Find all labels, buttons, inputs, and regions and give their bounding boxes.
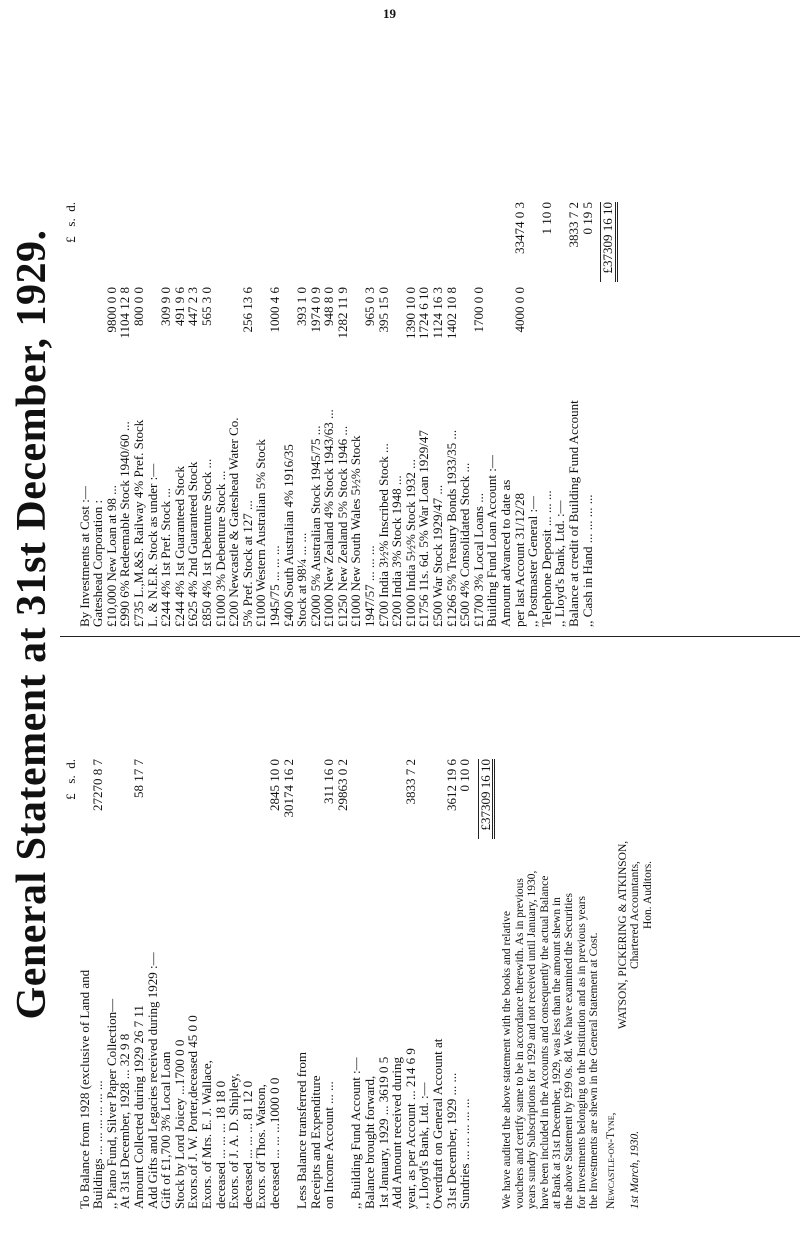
right-line (118, 27, 132, 627)
right-line (431, 27, 445, 627)
audit-title-row-2 (642, 649, 654, 1209)
right-line-text: £200 India 3% Stock 1948 ... (389, 475, 405, 627)
right-lines (78, 27, 595, 627)
auditor-title-1: Chartered Accountants, (629, 861, 642, 969)
left-line-text: Amount Collected during 1929 26 7 11 (130, 1005, 146, 1209)
right-heading: £ s. d. (63, 202, 78, 243)
left-line-text: Exors.of J. W. Porter,deceased 45 0 0 (185, 1015, 201, 1209)
right-line-text: 5% Pref. Stock at 127 ... (239, 500, 255, 627)
left-line-text: Receipts and Expenditure (307, 1075, 323, 1209)
right-line (526, 27, 540, 627)
left-line-text: Sundries ... ... ... ... ... (457, 1098, 473, 1209)
right-line-text: By Investments at Cost :— (76, 486, 92, 627)
right-line-text: £400 South Australian 4% 1916/35 (280, 444, 296, 627)
right-line (159, 27, 173, 627)
right-line-text: ,, Lloyd's Bank, Ltd. :— (552, 500, 568, 627)
left-heading: £ s. d. (63, 759, 78, 800)
right-heading-row (64, 27, 78, 627)
left-line-text: Overdraft on General Account at (430, 1038, 446, 1209)
left-line-text: Exors. of J. A. D. Shipley, (226, 1073, 242, 1209)
right-line (186, 27, 200, 627)
audit-name-row (617, 649, 629, 1209)
right-line-text: 1947/57 ... ... ... (362, 545, 378, 627)
right-line-text: £200 Newcastle & Gateshead Water Co. (226, 417, 242, 627)
right-line-text: L. & N.E.R. Stock as under :— (144, 463, 160, 627)
left-line-text: Add Gifts and Legacies received during 1929 :— (144, 952, 160, 1209)
right-line-text: £1250 New Zealand 5% Stock 1946 ... (334, 425, 350, 627)
right-line-text: £10,000 New Loan at 98 ... (103, 485, 119, 627)
left-line-text: To Balance from 1928 (exclusive of Land and (76, 969, 92, 1209)
right-line (499, 27, 513, 627)
right-line-outer-amount: 0 19 5 (579, 202, 595, 235)
right-line-inner-amount: 1390 10 0 (402, 287, 418, 339)
left-line-text: year, as per Account ... 214 6 9 (402, 1048, 418, 1209)
right-line-text: £850 4% 1st Debenture Stock ... (198, 458, 214, 627)
left-line-outer-amount: 311 16 0 (321, 759, 337, 805)
left-line-outer-amount: 29863 0 2 (334, 759, 350, 811)
right-line-inner-amount: 9800 0 0 (103, 287, 119, 333)
left-line-outer-amount: 27270 8 7 (90, 759, 106, 811)
right-line-inner-amount: 1700 0 0 (470, 287, 486, 333)
audit-text-line: the above Statement by £99 0s. 8d. We have examined the Securities (563, 893, 576, 1209)
right-line-inner-amount: 4000 0 0 (511, 287, 527, 333)
audit-signoff (605, 649, 655, 1209)
right-line-text: £735 L.,M.&S. Railway 4% Pref. Stock (130, 419, 146, 627)
right-line (581, 27, 595, 627)
right-line-inner-amount: 1402 10 8 (443, 287, 459, 339)
right-line-text: Building Fund Loan Account :— (484, 455, 500, 627)
audit-text-line: vouchers and certify same to be in accordance therewith. As in previous (513, 878, 526, 1209)
right-line (132, 27, 146, 627)
right-line (295, 27, 309, 627)
left-line-text: 1st January, 1929 ... 3619 0 5 (375, 1056, 391, 1209)
right-line-inner-amount: 800 0 0 (130, 287, 146, 326)
audit-text-line: at Bank at 31st December, 1929, was less than the amount shewn in (551, 897, 564, 1209)
right-line (349, 27, 363, 627)
left-line-outer-amount: 30174 16 2 (280, 759, 296, 818)
right-line-inner-amount: 1124 16 3 (430, 287, 446, 339)
left-line-text: 31st December, 1929 ... ... (443, 1072, 459, 1209)
left-line-outer-amount: 2845 10 0 (266, 759, 282, 811)
right-line (417, 27, 431, 627)
right-line (146, 27, 160, 627)
right-line (377, 27, 391, 627)
right-line (553, 27, 567, 627)
left-line-text: ,, Piano Fund, Silver Paper Collection— (103, 998, 119, 1209)
left-total: £37309 16 10 (478, 759, 496, 839)
right-line-inner-amount: 393 1 0 (294, 287, 310, 326)
right-line (254, 27, 268, 627)
audit-place: Newcastle-on-Tyne, (604, 1112, 617, 1209)
right-line (309, 27, 323, 627)
audit-statement (501, 649, 654, 1209)
audit-title-row (629, 649, 641, 1209)
left-line-text: deceased ... ... ... 81 12 0 (239, 1080, 255, 1209)
left-line-text: Balance brought forward, (362, 1075, 378, 1209)
right-line-text: £1000 India 5½% Stock 1932 ... (402, 459, 418, 627)
right-line-inner-amount: 1000 4 6 (266, 287, 282, 333)
left-line-text: Buildings ... ... ... ... ... ... (90, 1080, 106, 1209)
right-line (322, 27, 336, 627)
right-line-text: Stock at 98¼ ... ... (294, 532, 310, 627)
assets-column (64, 27, 614, 627)
right-line-text: £1756 11s. 6d. 5% War Loan 1929/47 (416, 430, 432, 627)
right-line-inner-amount: 948 8 0 (321, 287, 337, 326)
right-line-text: Telephone Deposit ... ... ... (538, 490, 554, 627)
right-line (78, 27, 92, 627)
audit-date: 1st March, 1930. (629, 1130, 642, 1209)
page-number: 19 (383, 6, 396, 21)
right-line (472, 27, 486, 627)
right-line (214, 27, 228, 627)
right-line (241, 27, 255, 627)
left-line-text: deceased ... ... ...1000 0 0 (266, 1077, 282, 1209)
left-line-text: deceased ... ... ... 18 18 0 (212, 1080, 228, 1209)
right-line (445, 27, 459, 627)
audit-text-line: for Investments belonging to the Institution and as in previous years (575, 896, 588, 1209)
right-line (513, 27, 527, 627)
left-line-text: Stock by Lord Joicey ...1700 0 0 (171, 1039, 187, 1209)
right-total: £37309 16 10 (600, 202, 618, 282)
right-line-inner-amount: 565 3 0 (198, 287, 214, 326)
right-line (105, 27, 119, 627)
audit-lines (501, 649, 600, 1209)
right-line-text: £625 4% 2nd Guaranteed Stock (185, 461, 201, 627)
left-line-text: Exors. of Thos. Watson, (253, 1084, 269, 1209)
right-line-inner-amount: 447 2 3 (185, 287, 201, 326)
right-line (268, 27, 282, 627)
right-line (363, 27, 377, 627)
left-line-outer-amount: 58 17 7 (130, 759, 146, 798)
right-line-text: £700 India 3½% Inscribed Stock ... (375, 443, 391, 627)
left-line-outer-amount: 3833 7 2 (402, 759, 418, 805)
right-line (282, 27, 296, 627)
right-line-inner-amount: 1724 6 10 (416, 287, 432, 339)
right-line-inner-amount: 491 9 6 (171, 287, 187, 326)
left-line-text: Less Balance transferred from (294, 1051, 310, 1209)
right-line-text: £1000 New Zealand 4% Stock 1943/63 ... (321, 409, 337, 627)
left-line-outer-amount: 0 10 0 (457, 759, 473, 792)
right-line-text: £1266 5% Treasury Bonds 1933/35 ... (443, 429, 459, 627)
right-line-inner-amount: 256 13 6 (239, 287, 255, 333)
right-line-text: £1000 Western Australian 5% Stock (253, 439, 269, 627)
right-line-inner-amount: 395 15 0 (375, 287, 391, 333)
right-line-inner-amount: 1104 12 8 (117, 287, 133, 339)
right-line-text: £500 War Stock 1929/47 ... (430, 484, 446, 627)
right-line-text: £1700 3% Local Loans ... (470, 493, 486, 627)
right-line (200, 27, 214, 627)
left-line-outer-amount: 3612 19 6 (443, 759, 459, 811)
right-line (91, 27, 105, 627)
right-line-text: £2000 5% Australian Stock 1945/75 ... (307, 425, 323, 627)
audit-text-line: years sundry Subscriptions for 1929 and not received until January, 1930, (526, 870, 539, 1209)
left-line-text: At 31st December, 1928 ... 32 9 8 (117, 1033, 133, 1209)
right-line (173, 27, 187, 627)
right-line-outer-amount: 1 10 0 (538, 202, 554, 235)
auditor-name: WATSON, PICKERING & ATKINSON, (617, 840, 630, 1029)
left-line-text: Add Amount received during (389, 1057, 405, 1209)
left-line-text: Exors. of Mrs. E. J. Wallace, (198, 1060, 214, 1209)
right-line (567, 27, 581, 627)
right-line (404, 27, 418, 627)
right-line (485, 27, 499, 627)
right-line-text: per last Account 31/12/28 (511, 493, 527, 627)
right-line (336, 27, 350, 627)
right-line-outer-amount: 3833 7 2 (565, 202, 581, 248)
right-line-text: Balance at credit of Building Fund Account (565, 400, 581, 627)
right-line-text: ,, Postmaster General :— (525, 495, 541, 627)
right-line-outer-amount: 33474 0 3 (511, 202, 527, 254)
right-line-text: £244 4% 1st Guaranteed Stock (171, 465, 187, 627)
right-line-text: £990 6% Redeemable Stock 1940/60 ... (117, 421, 133, 627)
right-line-text: £1000 New South Wales 5½% Stock (348, 435, 364, 627)
left-line-text: ,, Lloyd's Bank, Ltd. :— (416, 1082, 432, 1209)
right-line (227, 27, 241, 627)
audit-text-line: the Investments are shewn in the General Statement at Cost. (588, 932, 601, 1209)
auditor-title-2: Hon. Auditors. (641, 860, 654, 929)
right-line-text: £500 4% Consolidated Stock ... (457, 462, 473, 627)
right-line-text: Amount advanced to date as (498, 479, 513, 627)
right-total-row (600, 27, 614, 627)
right-line (390, 27, 404, 627)
right-line-inner-amount: 965 0 3 (362, 287, 378, 326)
left-line-text: Gift of £1,700 3% Local Loan (158, 1051, 174, 1209)
right-line-inner-amount: 1282 11 9 (334, 287, 350, 339)
statement-title: General Statement at 31st December, 1929. (9, 229, 55, 1020)
right-line (540, 27, 554, 627)
left-line-text: on Income Account ... ... (321, 1081, 337, 1209)
right-line (458, 27, 472, 627)
right-line-inner-amount: 309 9 0 (158, 287, 174, 326)
right-line-text: £1000 3% Debenture Stock ... (212, 470, 228, 627)
left-line-text: ,, Building Fund Account :— (348, 1057, 364, 1209)
right-line-text: 1945/75 ... ... ... (266, 545, 282, 627)
right-line-text: £244 4% 1st Pref. Stock ... (158, 487, 174, 627)
right-line-text: ,, Cash in Hand ... ... ... ... (579, 494, 595, 627)
right-line-inner-amount: 1974 0 9 (307, 287, 323, 333)
audit-text-line: We have audited the above statement with the books and relative (501, 911, 514, 1209)
right-line-text: Gateshead Corporation : (90, 499, 106, 627)
audit-text-line: have been included in the Accounts and consequently the actual Balance (538, 875, 551, 1209)
